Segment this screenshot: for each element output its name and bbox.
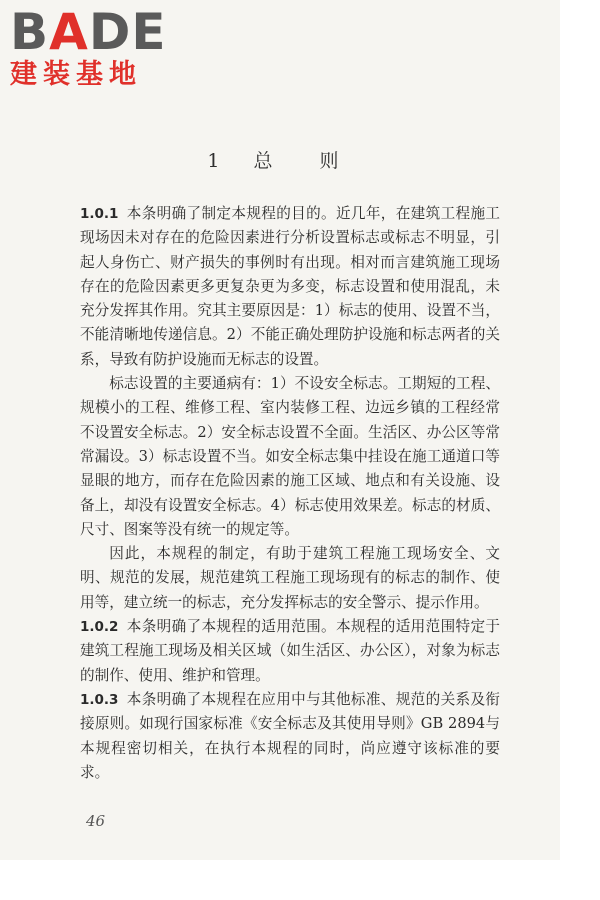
logo-word: BADE xyxy=(10,3,167,61)
paragraph-1-0-2: 1.0.2 本条明确了本规程的适用范围。本规程的适用范围特定于建筑工程施工现场及相关区域（如生活区、办公区），对象为标志的制作、使用、维护和管理。 xyxy=(80,618,500,684)
logo-subtitle: 建装基地 xyxy=(10,59,142,90)
clause-number: 1.0.3 xyxy=(80,691,119,708)
clause-number: 1.0.1 xyxy=(80,206,119,222)
page-number: 46 xyxy=(86,812,106,830)
bade-logo xyxy=(10,3,182,90)
document-body xyxy=(80,202,500,785)
chapter-title: 1 总 则 xyxy=(207,150,353,172)
paragraph-conclusion: 因此，本规程的制定，有助于建筑工程施工现场安全、文明、规范的发展，规范建筑工程施工现场现有的标志的制作、使用等，建立统一的标志，充分发挥标志的安全警示、提示作用。 xyxy=(80,545,500,611)
paragraph-1-0-1: 1.0.1 本条明确了制定本规程的目的。近几年，在建筑工程施工现场因未对存在的危险因素进行分析设置标志或标志不明显，引起人身伤亡、财产损失的事例时有出现。相对而言建筑施工现场存在的危险因素更多更复杂更为多变，标志设置和使用混乱，未充分发挥其作用。究其主要原因是：1）标志的使用、设置不当，不能清晰地传递信息。2）不能正确处理防护设施和标志两者的关系，导致有防护设施而无标志的设置。 xyxy=(80,205,500,368)
paragraph-1-0-3: 1.0.3 本条明确了本规程在应用中与其他标准、规范的关系及衔接原则。如现行国家标准《安全标志及其使用导则》GB 2894与本规程密切相关，在执行本规程的同时，尚应遵守该标准的要求。 xyxy=(80,690,500,781)
paragraph-common-issues: 标志设置的主要通病有：1）不设安全标志。工期短的工程、规模小的工程、维修工程、室内装修工程、边远乡镇的工程经常不设置安全标志。2）安全标志设置不全面。生活区、办公区等常常漏设。3）标志设置不当。如安全标志集中挂设在施工通道口等显眼的地方，而存在危险因素的施工区域、地点和有关设施、设备上，却没有设置安全标志。4）标志使用效果差。标志的材质、尺寸、图案等没有统一的规定等。 xyxy=(80,375,500,538)
clause-number: 1.0.2 xyxy=(80,619,119,636)
